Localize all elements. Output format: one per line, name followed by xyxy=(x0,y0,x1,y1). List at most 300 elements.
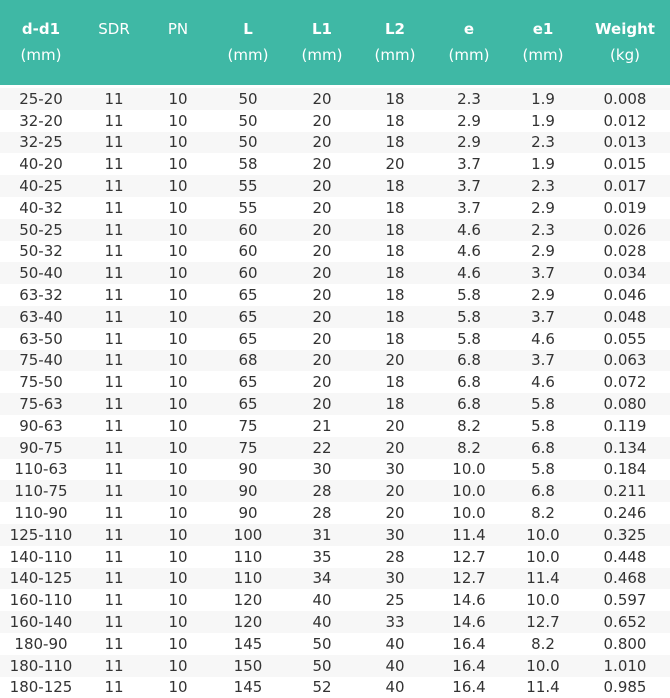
cell-d: 75-50 xyxy=(0,371,82,393)
cell-w: 0.246 xyxy=(580,502,670,524)
column-header-l1 xyxy=(286,0,358,85)
cell-sdr: 11 xyxy=(82,88,146,110)
cell-l: 65 xyxy=(210,284,286,306)
column-header-label: L1 xyxy=(312,20,332,38)
cell-l: 110 xyxy=(210,568,286,590)
cell-l: 68 xyxy=(210,350,286,372)
column-header-unit: (mm) xyxy=(448,46,490,64)
cell-l1: 40 xyxy=(286,589,358,611)
cell-l2: 18 xyxy=(358,371,432,393)
cell-l: 55 xyxy=(210,197,286,219)
cell-w: 0.015 xyxy=(580,153,670,175)
cell-pn: 10 xyxy=(146,110,210,132)
cell-w: 0.448 xyxy=(580,546,670,568)
cell-sdr: 11 xyxy=(82,153,146,175)
cell-e: 2.9 xyxy=(432,132,506,154)
column-header-unit: (mm) xyxy=(374,46,416,64)
cell-l: 100 xyxy=(210,524,286,546)
cell-w: 0.080 xyxy=(580,393,670,415)
cell-e1: 4.6 xyxy=(506,371,580,393)
cell-e1: 1.9 xyxy=(506,110,580,132)
cell-l2: 30 xyxy=(358,568,432,590)
cell-pn: 10 xyxy=(146,284,210,306)
table-header xyxy=(0,0,670,85)
column-header-label: e xyxy=(463,20,475,38)
cell-pn: 10 xyxy=(146,306,210,328)
table-row xyxy=(0,88,670,110)
table-row xyxy=(0,568,670,590)
cell-l: 60 xyxy=(210,241,286,263)
cell-e1: 8.2 xyxy=(506,502,580,524)
cell-d: 50-25 xyxy=(0,219,82,241)
cell-e: 3.7 xyxy=(432,175,506,197)
cell-w: 0.026 xyxy=(580,219,670,241)
cell-e1: 2.3 xyxy=(506,219,580,241)
cell-e1: 5.8 xyxy=(506,393,580,415)
table-row xyxy=(0,284,670,306)
cell-pn: 10 xyxy=(146,655,210,677)
cell-l1: 20 xyxy=(286,306,358,328)
cell-sdr: 11 xyxy=(82,589,146,611)
cell-d: 160-110 xyxy=(0,589,82,611)
cell-l1: 20 xyxy=(286,262,358,284)
cell-pn: 10 xyxy=(146,350,210,372)
column-header-unit: (mm) xyxy=(522,46,564,64)
cell-w: 0.072 xyxy=(580,371,670,393)
cell-e1: 1.9 xyxy=(506,88,580,110)
cell-w: 0.046 xyxy=(580,284,670,306)
table-row xyxy=(0,677,670,698)
cell-e: 14.6 xyxy=(432,611,506,633)
cell-pn: 10 xyxy=(146,415,210,437)
cell-l1: 20 xyxy=(286,219,358,241)
table-row xyxy=(0,132,670,154)
cell-l: 110 xyxy=(210,546,286,568)
cell-sdr: 11 xyxy=(82,415,146,437)
cell-l1: 20 xyxy=(286,153,358,175)
column-header-unit: (mm) xyxy=(20,46,62,64)
cell-e1: 2.3 xyxy=(506,132,580,154)
cell-d: 40-25 xyxy=(0,175,82,197)
cell-sdr: 11 xyxy=(82,306,146,328)
cell-e1: 2.9 xyxy=(506,241,580,263)
cell-sdr: 11 xyxy=(82,568,146,590)
cell-sdr: 11 xyxy=(82,611,146,633)
cell-w: 0.008 xyxy=(580,88,670,110)
cell-l1: 20 xyxy=(286,175,358,197)
cell-pn: 10 xyxy=(146,480,210,502)
table-row xyxy=(0,110,670,132)
cell-l: 50 xyxy=(210,110,286,132)
cell-l1: 40 xyxy=(286,611,358,633)
cell-e1: 3.7 xyxy=(506,306,580,328)
cell-l2: 20 xyxy=(358,350,432,372)
cell-l1: 20 xyxy=(286,371,358,393)
table-row xyxy=(0,219,670,241)
table-row xyxy=(0,415,670,437)
cell-pn: 10 xyxy=(146,219,210,241)
cell-w: 0.184 xyxy=(580,459,670,481)
cell-l: 60 xyxy=(210,219,286,241)
cell-w: 0.017 xyxy=(580,175,670,197)
cell-e1: 2.9 xyxy=(506,284,580,306)
cell-e: 6.8 xyxy=(432,393,506,415)
cell-d: 125-110 xyxy=(0,524,82,546)
cell-l: 90 xyxy=(210,502,286,524)
cell-d: 50-40 xyxy=(0,262,82,284)
cell-e: 5.8 xyxy=(432,328,506,350)
cell-sdr: 11 xyxy=(82,677,146,698)
cell-pn: 10 xyxy=(146,611,210,633)
cell-e1: 6.8 xyxy=(506,480,580,502)
cell-l1: 20 xyxy=(286,241,358,263)
cell-d: 90-75 xyxy=(0,437,82,459)
cell-pn: 10 xyxy=(146,371,210,393)
column-header-label: PN xyxy=(167,20,189,38)
cell-e: 12.7 xyxy=(432,568,506,590)
column-header-label: SDR xyxy=(98,20,130,38)
cell-d: 160-140 xyxy=(0,611,82,633)
cell-e1: 11.4 xyxy=(506,568,580,590)
cell-w: 0.119 xyxy=(580,415,670,437)
cell-sdr: 11 xyxy=(82,175,146,197)
cell-pn: 10 xyxy=(146,633,210,655)
cell-w: 0.055 xyxy=(580,328,670,350)
cell-l1: 34 xyxy=(286,568,358,590)
cell-sdr: 11 xyxy=(82,459,146,481)
cell-l: 60 xyxy=(210,262,286,284)
table-row xyxy=(0,350,670,372)
cell-d: 140-125 xyxy=(0,568,82,590)
cell-sdr: 11 xyxy=(82,328,146,350)
cell-l2: 18 xyxy=(358,110,432,132)
table-row xyxy=(0,241,670,263)
cell-e1: 10.0 xyxy=(506,546,580,568)
cell-e: 4.6 xyxy=(432,241,506,263)
cell-e1: 2.3 xyxy=(506,175,580,197)
cell-w: 0.652 xyxy=(580,611,670,633)
cell-pn: 10 xyxy=(146,328,210,350)
cell-l1: 35 xyxy=(286,546,358,568)
cell-l: 58 xyxy=(210,153,286,175)
cell-w: 0.012 xyxy=(580,110,670,132)
cell-w: 1.010 xyxy=(580,655,670,677)
cell-d: 75-40 xyxy=(0,350,82,372)
cell-d: 25-20 xyxy=(0,88,82,110)
cell-l2: 20 xyxy=(358,502,432,524)
cell-l: 90 xyxy=(210,480,286,502)
cell-l1: 20 xyxy=(286,284,358,306)
cell-l1: 28 xyxy=(286,502,358,524)
cell-sdr: 11 xyxy=(82,546,146,568)
cell-pn: 10 xyxy=(146,459,210,481)
cell-e: 11.4 xyxy=(432,524,506,546)
cell-pn: 10 xyxy=(146,88,210,110)
cell-e: 5.8 xyxy=(432,284,506,306)
table-row xyxy=(0,153,670,175)
cell-w: 0.325 xyxy=(580,524,670,546)
column-header-w xyxy=(580,0,670,85)
cell-d: 32-20 xyxy=(0,110,82,132)
cell-e1: 8.2 xyxy=(506,633,580,655)
cell-e: 4.6 xyxy=(432,262,506,284)
cell-sdr: 11 xyxy=(82,197,146,219)
column-header-d xyxy=(0,0,82,85)
cell-l: 90 xyxy=(210,459,286,481)
cell-e1: 5.8 xyxy=(506,459,580,481)
cell-l2: 28 xyxy=(358,546,432,568)
cell-pn: 10 xyxy=(146,677,210,698)
table-row xyxy=(0,197,670,219)
cell-w: 0.597 xyxy=(580,589,670,611)
cell-l2: 40 xyxy=(358,677,432,698)
column-header-l xyxy=(210,0,286,85)
table-row xyxy=(0,524,670,546)
column-header-unit: (mm) xyxy=(301,46,343,64)
cell-e: 10.0 xyxy=(432,502,506,524)
cell-l: 150 xyxy=(210,655,286,677)
cell-d: 110-63 xyxy=(0,459,82,481)
table-row xyxy=(0,175,670,197)
cell-e1: 3.7 xyxy=(506,262,580,284)
cell-sdr: 11 xyxy=(82,633,146,655)
cell-w: 0.800 xyxy=(580,633,670,655)
cell-e: 6.8 xyxy=(432,350,506,372)
cell-l: 120 xyxy=(210,589,286,611)
cell-w: 0.048 xyxy=(580,306,670,328)
cell-l1: 20 xyxy=(286,350,358,372)
cell-l: 55 xyxy=(210,175,286,197)
cell-d: 180-90 xyxy=(0,633,82,655)
cell-e: 12.7 xyxy=(432,546,506,568)
cell-e: 2.3 xyxy=(432,88,506,110)
cell-d: 63-40 xyxy=(0,306,82,328)
cell-sdr: 11 xyxy=(82,437,146,459)
column-header-sdr xyxy=(82,0,146,85)
cell-e: 6.8 xyxy=(432,371,506,393)
column-header-pn xyxy=(146,0,210,85)
cell-pn: 10 xyxy=(146,502,210,524)
table-row xyxy=(0,459,670,481)
cell-l: 145 xyxy=(210,633,286,655)
cell-sdr: 11 xyxy=(82,219,146,241)
cell-pn: 10 xyxy=(146,546,210,568)
cell-l: 65 xyxy=(210,306,286,328)
cell-l1: 30 xyxy=(286,459,358,481)
cell-e1: 10.0 xyxy=(506,524,580,546)
cell-e: 3.7 xyxy=(432,153,506,175)
cell-l1: 20 xyxy=(286,132,358,154)
cell-pn: 10 xyxy=(146,262,210,284)
cell-w: 0.019 xyxy=(580,197,670,219)
cell-l2: 20 xyxy=(358,415,432,437)
table-row xyxy=(0,546,670,568)
cell-e: 4.6 xyxy=(432,219,506,241)
cell-e1: 1.9 xyxy=(506,153,580,175)
table-row xyxy=(0,633,670,655)
column-header-label: Weight xyxy=(595,20,655,38)
cell-l2: 18 xyxy=(358,88,432,110)
cell-e1: 12.7 xyxy=(506,611,580,633)
cell-l1: 20 xyxy=(286,197,358,219)
header-row xyxy=(0,0,670,85)
cell-d: 40-20 xyxy=(0,153,82,175)
cell-e: 5.8 xyxy=(432,306,506,328)
cell-sdr: 11 xyxy=(82,371,146,393)
cell-l: 75 xyxy=(210,415,286,437)
column-header-e xyxy=(432,0,506,85)
cell-l2: 18 xyxy=(358,328,432,350)
cell-e1: 10.0 xyxy=(506,655,580,677)
cell-l2: 20 xyxy=(358,437,432,459)
table-row xyxy=(0,306,670,328)
cell-l: 65 xyxy=(210,371,286,393)
cell-l1: 22 xyxy=(286,437,358,459)
cell-e: 3.7 xyxy=(432,197,506,219)
cell-l2: 25 xyxy=(358,589,432,611)
cell-w: 0.028 xyxy=(580,241,670,263)
cell-pn: 10 xyxy=(146,241,210,263)
table-row xyxy=(0,437,670,459)
cell-l: 145 xyxy=(210,677,286,698)
cell-d: 110-90 xyxy=(0,502,82,524)
cell-e1: 10.0 xyxy=(506,589,580,611)
cell-l1: 31 xyxy=(286,524,358,546)
cell-l2: 18 xyxy=(358,132,432,154)
cell-l2: 40 xyxy=(358,633,432,655)
table-row xyxy=(0,611,670,633)
column-header-e1 xyxy=(506,0,580,85)
cell-e1: 2.9 xyxy=(506,197,580,219)
cell-w: 0.985 xyxy=(580,677,670,698)
cell-sdr: 11 xyxy=(82,132,146,154)
cell-l2: 30 xyxy=(358,459,432,481)
cell-e: 16.4 xyxy=(432,633,506,655)
cell-sdr: 11 xyxy=(82,284,146,306)
cell-d: 180-125 xyxy=(0,677,82,698)
cell-e: 16.4 xyxy=(432,677,506,698)
cell-d: 110-75 xyxy=(0,480,82,502)
cell-l1: 20 xyxy=(286,328,358,350)
cell-sdr: 11 xyxy=(82,110,146,132)
cell-sdr: 11 xyxy=(82,350,146,372)
cell-w: 0.063 xyxy=(580,350,670,372)
cell-l2: 40 xyxy=(358,655,432,677)
cell-pn: 10 xyxy=(146,437,210,459)
cell-l2: 18 xyxy=(358,284,432,306)
cell-l: 120 xyxy=(210,611,286,633)
cell-w: 0.211 xyxy=(580,480,670,502)
table-row xyxy=(0,262,670,284)
column-header-l2 xyxy=(358,0,432,85)
cell-l1: 52 xyxy=(286,677,358,698)
cell-l2: 20 xyxy=(358,480,432,502)
cell-l2: 18 xyxy=(358,241,432,263)
cell-pn: 10 xyxy=(146,132,210,154)
table-row xyxy=(0,393,670,415)
cell-e1: 11.4 xyxy=(506,677,580,698)
cell-l2: 18 xyxy=(358,262,432,284)
cell-l: 75 xyxy=(210,437,286,459)
cell-e: 8.2 xyxy=(432,437,506,459)
column-header-unit: (mm) xyxy=(227,46,269,64)
cell-l1: 20 xyxy=(286,88,358,110)
column-header-label: e1 xyxy=(532,20,554,38)
cell-sdr: 11 xyxy=(82,480,146,502)
cell-l1: 21 xyxy=(286,415,358,437)
cell-e1: 3.7 xyxy=(506,350,580,372)
cell-l1: 20 xyxy=(286,393,358,415)
cell-e: 10.0 xyxy=(432,480,506,502)
cell-l: 65 xyxy=(210,328,286,350)
cell-d: 63-50 xyxy=(0,328,82,350)
cell-e: 8.2 xyxy=(432,415,506,437)
cell-d: 40-32 xyxy=(0,197,82,219)
cell-l: 65 xyxy=(210,393,286,415)
cell-l1: 50 xyxy=(286,655,358,677)
cell-pn: 10 xyxy=(146,393,210,415)
cell-sdr: 11 xyxy=(82,655,146,677)
cell-pn: 10 xyxy=(146,153,210,175)
cell-l1: 20 xyxy=(286,110,358,132)
cell-l2: 18 xyxy=(358,393,432,415)
cell-d: 75-63 xyxy=(0,393,82,415)
cell-sdr: 11 xyxy=(82,393,146,415)
cell-pn: 10 xyxy=(146,568,210,590)
column-header-label: L xyxy=(243,20,253,38)
cell-w: 0.468 xyxy=(580,568,670,590)
table-body xyxy=(0,85,670,698)
table-row xyxy=(0,480,670,502)
cell-e: 2.9 xyxy=(432,110,506,132)
table-row xyxy=(0,589,670,611)
cell-w: 0.013 xyxy=(580,132,670,154)
cell-d: 50-32 xyxy=(0,241,82,263)
cell-sdr: 11 xyxy=(82,524,146,546)
cell-pn: 10 xyxy=(146,589,210,611)
cell-l2: 18 xyxy=(358,306,432,328)
cell-l2: 18 xyxy=(358,175,432,197)
cell-sdr: 11 xyxy=(82,241,146,263)
cell-w: 0.134 xyxy=(580,437,670,459)
cell-d: 63-32 xyxy=(0,284,82,306)
cell-e: 16.4 xyxy=(432,655,506,677)
cell-l1: 28 xyxy=(286,480,358,502)
cell-d: 90-63 xyxy=(0,415,82,437)
column-header-label: L2 xyxy=(385,20,405,38)
cell-l2: 18 xyxy=(358,197,432,219)
cell-sdr: 11 xyxy=(82,262,146,284)
column-header-label: d-d1 xyxy=(21,20,61,38)
column-header-unit: (kg) xyxy=(610,46,640,64)
cell-d: 32-25 xyxy=(0,132,82,154)
cell-e1: 5.8 xyxy=(506,415,580,437)
cell-l2: 18 xyxy=(358,219,432,241)
cell-pn: 10 xyxy=(146,197,210,219)
cell-e: 14.6 xyxy=(432,589,506,611)
table-row xyxy=(0,655,670,677)
cell-l2: 33 xyxy=(358,611,432,633)
cell-l2: 20 xyxy=(358,153,432,175)
cell-e: 10.0 xyxy=(432,459,506,481)
table-row xyxy=(0,328,670,350)
cell-e1: 6.8 xyxy=(506,437,580,459)
cell-pn: 10 xyxy=(146,175,210,197)
cell-d: 180-110 xyxy=(0,655,82,677)
cell-e1: 4.6 xyxy=(506,328,580,350)
table-row xyxy=(0,502,670,524)
cell-l2: 30 xyxy=(358,524,432,546)
